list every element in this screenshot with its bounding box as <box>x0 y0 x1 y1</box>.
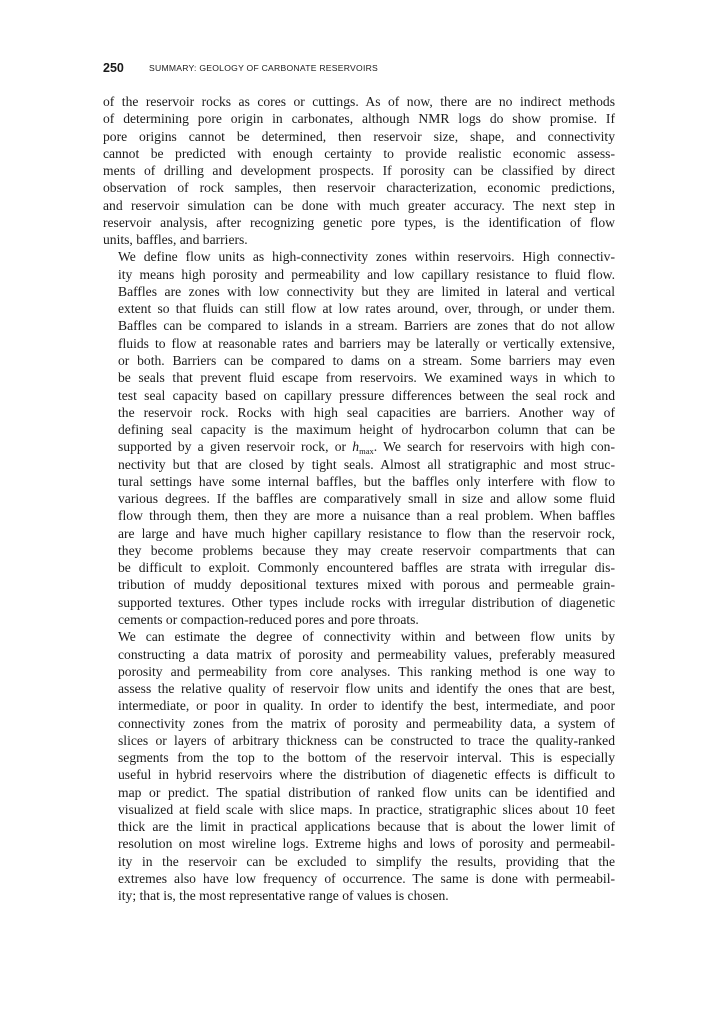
text-line: of the reservoir rocks as cores or cuttings. As of now, there are no indirect methods <box>103 94 615 109</box>
text-line: defining seal capacity is the maximum height of hydrocarbon column that can be <box>118 422 615 438</box>
text-line: We can estimate the degree of connectivity within and between flow units by <box>118 629 615 645</box>
text-line: useful in hybrid reservoirs where the distribution of diagenetic effects is difficult to <box>118 767 615 783</box>
text-line: Baffles can be compared to islands in a stream. Barriers are zones that do not allow <box>118 318 615 334</box>
text-line: ments of drilling and development prospects. If porosity can be classified by direct <box>103 163 615 179</box>
running-head: SUMMARY: GEOLOGY OF CARBONATE RESERVOIRS <box>149 63 379 73</box>
text-line: Baffles are zones with low connectivity but they are limited in lateral and vertical <box>118 283 615 299</box>
text-line: resolution on most wireline logs. Extreme highs and lows of porosity and permeabil- <box>118 836 615 852</box>
text-line: various degrees. If the baffles are comparatively small in size and allow some fluid <box>118 491 615 507</box>
text-line: supported textures. Other types include rocks with irregular distribution of diagenetic <box>118 594 615 610</box>
text-line: We define flow units as high-connectivity zones within reservoirs. High connectiv- <box>118 249 615 265</box>
hmax-line-after: . We search for reservoirs with high con- <box>373 439 615 455</box>
text-line: observation of rock samples, then reservoir characterization, economic predictions, <box>103 180 615 196</box>
text-line: be seals that prevent fluid escape from reservoirs. We examined ways in which to <box>118 370 615 386</box>
text-line: flow through them, then they are more a nuisance than a real problem. When baffles <box>118 508 615 524</box>
text-line: test seal capacity based on capillary pressure differences between the seal rock and <box>118 387 615 403</box>
text-line: pore origins cannot be determined, then reservoir size, shape, and connectivity <box>103 128 615 144</box>
text-line: or both. Barriers can be compared to dams on a stream. Some barriers may even <box>118 352 615 368</box>
text-line: tural settings have some internal baffles, but the baffles only interfere with flow to <box>118 473 615 489</box>
text-line: intermediate, or poor in quality. In order to identify the best, intermediate, and poor <box>118 698 615 714</box>
text-line: tribution of muddy depositional textures mixed with porous and permeable grain- <box>118 577 615 593</box>
text-line: nectivity but that are closed by tight seals. Almost all stratigraphic and most struc- <box>118 456 615 472</box>
text-line: slices or layers of arbitrary thickness can be constructed to trace the quality-ranked <box>118 732 615 748</box>
text-line: visualized at field scale with slice maps. In practice, stratigraphic slices about 10 feet <box>118 801 615 817</box>
text-line: ity means high porosity and permeability and low capillary resistance to fluid flow. <box>118 266 615 282</box>
text-line: ity in the reservoir can be excluded to simplify the results, providing that the <box>118 853 615 869</box>
text-line: porosity and permeability from core analyses. This ranking method is one way to <box>118 663 615 679</box>
text-line: map or predict. The spatial distribution of ranked flow units can be identified and <box>118 784 615 800</box>
text-line: and reservoir simulation can be done with much greater accuracy. The next step in <box>103 197 615 213</box>
page-number: 250 <box>103 61 124 75</box>
hmax-symbol: h <box>352 439 360 455</box>
text-line: extremes also have low frequency of occurrence. The same is done with permeabil- <box>118 870 615 886</box>
paragraph-2 <box>103 248 615 628</box>
text-line: are large and have much higher capillary resistance to flow than the reservoir rock, <box>118 525 615 541</box>
text-line: be difficult to exploit. Commonly encountered baffles are strata with irregular dis- <box>118 560 615 576</box>
text-line: the reservoir rock. Rocks with high seal capacities are barriers. Another way of <box>118 404 615 420</box>
paragraph-3 <box>103 628 615 904</box>
hmax-line-before: supported by a given reservoir rock, or <box>118 439 353 455</box>
text-line: thick are the limit in practical applications because that is about the lower limit of <box>118 819 615 835</box>
text-line: of determining pore origin in carbonates, although NMR logs do show promise. If <box>103 111 615 127</box>
page-header <box>103 61 615 79</box>
text-line: fluids to flow at reasonable rates and barriers may be laterally or vertically extensive, <box>118 335 615 351</box>
text-line: connectivity zones from the matrix of porosity and permeability data, a system of <box>118 715 615 731</box>
text-line: they become problems because they may create reservoir compartments that can <box>118 542 615 558</box>
text-line: cements or compaction-reduced pores and pore throats. <box>118 611 419 627</box>
text-line: cannot be predicted with enough certainty to provide realistic economic assess- <box>103 145 615 161</box>
text-line: assess the relative quality of reservoir flow units and identify the ones that are best, <box>118 681 615 697</box>
paragraph-1 <box>103 93 615 248</box>
text-line: reservoir analysis, after recognizing genetic pore types, is the identification of flow <box>103 214 615 230</box>
text-line: segments from the top to the bottom of the reservoir interval. This is especially <box>118 750 615 766</box>
text-line-hmax <box>103 438 615 455</box>
body-text <box>103 93 615 904</box>
text-line: units, baffles, and barriers. <box>103 232 248 248</box>
hmax-subscript: max <box>359 446 374 457</box>
text-line: constructing a data matrix of porosity and permeability values, preferably measured <box>118 646 615 662</box>
text-line: ity; that is, the most representative range of values is chosen. <box>118 888 449 904</box>
text-line: extent so that fluids can still flow at low rates around, over, through, or under them. <box>118 301 615 317</box>
